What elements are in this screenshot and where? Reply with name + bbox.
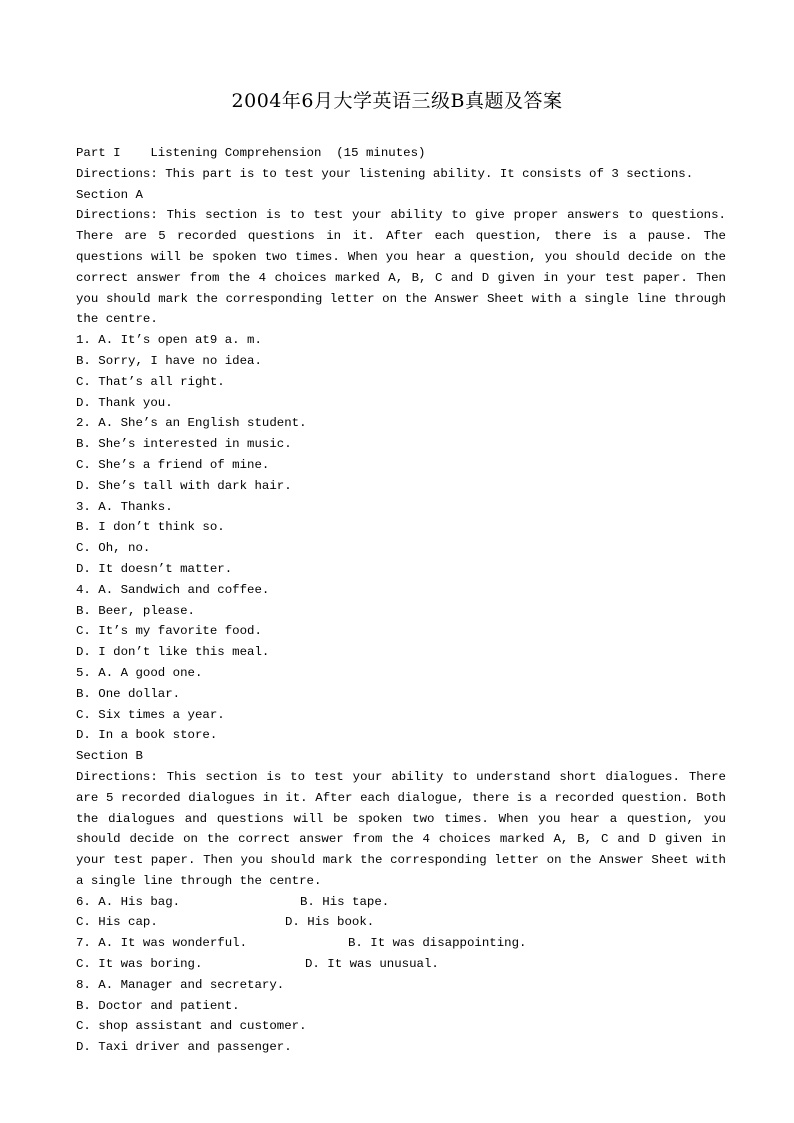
part-directions: Directions: This part is to test your listening ability. It consists of 3 sections. (76, 166, 694, 181)
q6-row-1 (76, 892, 726, 913)
q5-option-c: C. Six times a year. (76, 707, 225, 722)
section-a-directions: Directions: This section is to test your ability to give proper answers to questions. There are 5 recorded questions in it. After each question, there is a pause. The questions will be spoken two times. When you hear a question, you should decide on the correct answer from the 4 choices marked A, B, C and D given in your test paper. Then you should mark the corresponding letter on the Answer Sheet with a single line through the centre. (76, 208, 726, 327)
q7-option-c: C. It was boring. (76, 957, 203, 972)
q3-option-b: B. I don’t think so. (76, 520, 225, 535)
q2-option-b: B. She’s interested in music. (76, 437, 292, 452)
q7-row-1 (76, 933, 726, 954)
q3-option-a: 3. A. Thanks. (76, 499, 173, 514)
part-heading: Part I Listening Comprehension (15 minutes) (76, 146, 426, 160)
q7-option-a: 7. A. It was wonderful. (76, 936, 248, 951)
q8-option-b: B. Doctor and patient. (76, 998, 240, 1013)
document-body (76, 143, 726, 1058)
q2-option-d: D. She’s tall with dark hair. (76, 478, 292, 493)
q1-option-b: B. Sorry, I have no idea. (76, 353, 262, 368)
q7-row-2 (76, 954, 726, 975)
q2-option-a: 2. A. She’s an English student. (76, 416, 307, 431)
q4-option-a: 4. A. Sandwich and coffee. (76, 582, 270, 597)
section-a-heading: Section A (76, 187, 143, 202)
q4-option-c: C. It’s my favorite food. (76, 624, 262, 639)
q2-option-c: C. She’s a friend of mine. (76, 457, 270, 472)
q6-option-d: D. His book. (285, 915, 375, 930)
section-b-heading: Section B (76, 749, 143, 764)
q7-option-b: B. It was disappointing. (348, 936, 527, 951)
q5-option-b: B. One dollar. (76, 686, 181, 701)
q3-option-c: C. Oh, no. (76, 541, 151, 556)
q1-option-a: 1. A. It’s open at9 a. m. (76, 333, 262, 348)
q8-option-a: 8. A. Manager and secretary. (76, 977, 285, 992)
q4-option-b: B. Beer, please. (76, 603, 195, 618)
q7-option-d: D. It was unusual. (305, 957, 439, 972)
q1-option-c: C. That’s all right. (76, 374, 225, 389)
q6-row-2 (76, 912, 726, 933)
q1-option-d: D. Thank you. (76, 395, 173, 410)
q5-option-a: 5. A. A good one. (76, 665, 203, 680)
q4-option-d: D. I don’t like this meal. (76, 645, 270, 660)
q6-option-b: B. His tape. (300, 894, 390, 909)
q5-option-d: D. In a book store. (76, 728, 218, 743)
q8-option-d: D. Taxi driver and passenger. (76, 1040, 292, 1055)
q8-option-c: C. shop assistant and customer. (76, 1019, 307, 1034)
q6-option-a: 6. A. His bag. (76, 894, 181, 909)
page-title: 2004年6月大学英语三级B真题及答案 (231, 90, 563, 112)
q6-option-c: C. His cap. (76, 915, 158, 930)
q3-option-d: D. It doesn’t matter. (76, 561, 233, 576)
section-b-directions: Directions: This section is to test your ability to understand short dialogues. There are 5 recorded dialogues in it. After each dialogue, there is a recorded question. Both the dialogues and questions will be spoken two times. When you hear a question, you should decide on the correct answer from the 4 choices marked A, B, C and D given in your test paper. Then you should mark the corresponding letter on the Answer Sheet with a single line through the centre. (76, 769, 726, 888)
